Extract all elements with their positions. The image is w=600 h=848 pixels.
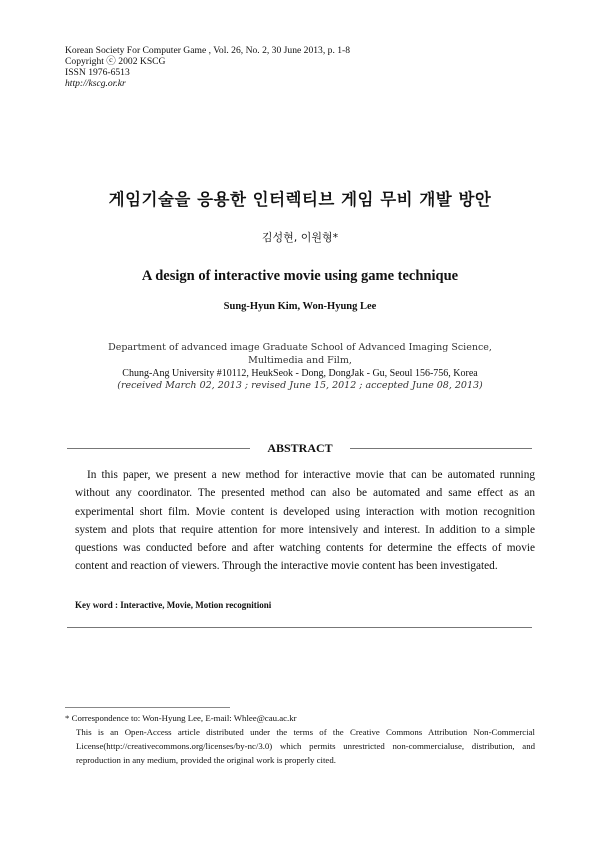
license-footnote: This is an Open-Access article distributed under the terms of the Creative Commons Attribution Non-Commercial License(http://creativecommons.org/licenses/by-nc/3.0) which permits unrestricted non-commercialuse, distribution, and reproduction in any medium, provided the original work is properly cited. <box>76 727 535 765</box>
received-dates: (received March 02, 2013 ; revised June 15, 2012 ; accepted June 08, 2013) <box>117 380 483 391</box>
issn-line: ISSN 1976-6513 <box>65 67 130 78</box>
english-authors: Sung-Hyun Kim, Won-Hyung Lee <box>223 301 377 312</box>
journal-header <box>65 45 350 89</box>
journal-url-link[interactable]: http://kscg.or.kr <box>65 78 126 89</box>
keywords: Key word : Interactive, Movie, Motion recognitioni <box>75 600 272 610</box>
footnote-rule <box>65 707 230 708</box>
journal-citation: Korean Society For Computer Game , Vol. 26, No. 2, 30 June 2013, p. 1-8 <box>65 45 351 56</box>
abstract-text: In this paper, we present a new method for interactive movie that can be automated running without any coordinator. The presented method can also be automated and same effect as an experimental short film. Movie content is developed using interaction with motion recognition system and plots that require attention for more intensively and interest. In addition to a simple questions was conducted before and after watching contents for determine the effects of movie content and reaction of viewers. Through the interactive movie content has been investigated. <box>75 469 535 573</box>
korean-title: 게임기술을 응용한 인터렉티브 게임 무비 개발 방안 <box>108 190 492 209</box>
keywords-divider <box>67 627 532 628</box>
abstract-body <box>75 466 535 576</box>
correspondence-footnote: * Correspondence to: Won-Hyung Lee, E-mail: Whlee@cau.ac.kr <box>65 713 297 723</box>
abstract-rule-right <box>350 448 532 449</box>
affiliation-line-2: Multimedia and Film, <box>248 355 352 366</box>
copyright-line: Copyright ⓒ 2002 KSCG <box>65 56 166 67</box>
korean-authors: 김성현, 이원형* <box>261 231 339 244</box>
english-title: A design of interactive movie using game technique <box>141 268 459 284</box>
abstract-heading: ABSTRACT <box>267 441 333 455</box>
affiliation-address: Chung-Ang University #10112, HeukSeok - Dong, DongJak - Gu, Seoul 156-756, Korea <box>122 368 478 379</box>
affiliation-line-1: Department of advanced image Graduate School of Advanced Imaging Science, <box>108 342 492 353</box>
